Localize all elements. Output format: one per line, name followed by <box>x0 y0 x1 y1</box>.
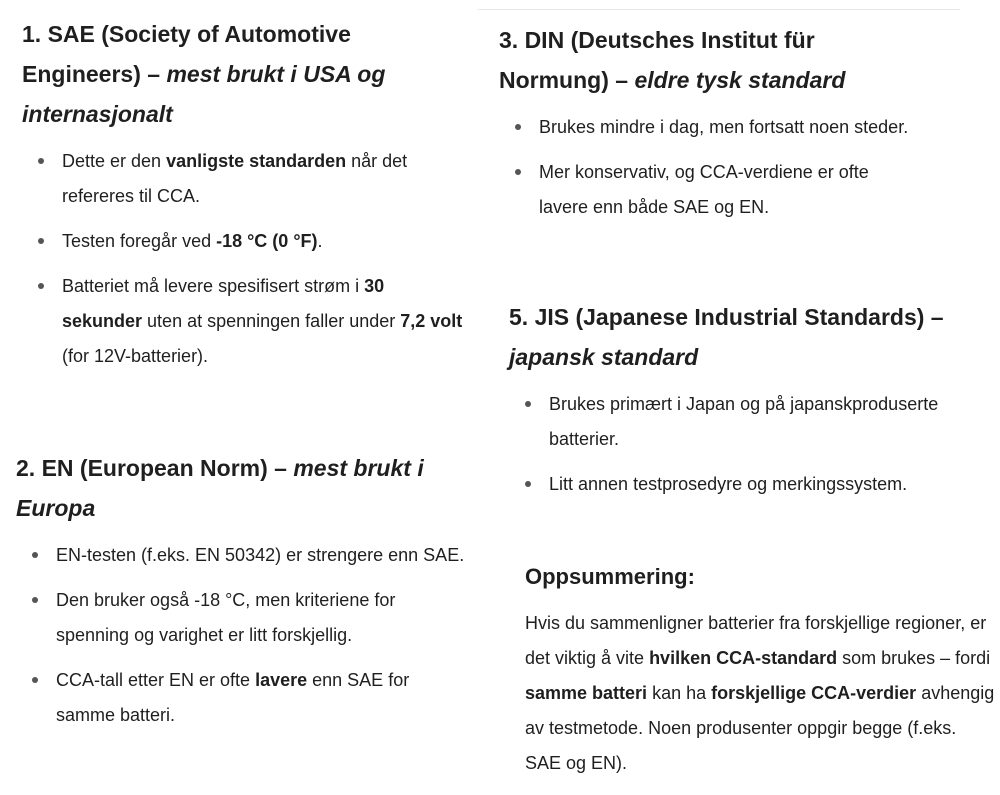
list-item: Litt annen testprosedyre og merkingssystem. <box>549 467 959 502</box>
section-sae <box>22 14 467 384</box>
list-item: Testen foregår ved -18 °C (0 °F). <box>62 224 467 259</box>
top-divider <box>478 9 960 10</box>
section-jis <box>509 297 959 512</box>
list-item: Dette er den vanligste standarden når det refereres til CCA. <box>62 144 467 214</box>
jis-heading: 5. JIS (Japanese Industrial Standards) – japansk standard <box>509 304 944 370</box>
list-item: Mer konservativ, og CCA-verdiene er ofte lavere enn både SAE og EN. <box>539 155 919 225</box>
summary-title: Oppsummering: <box>525 564 695 589</box>
list-item: Brukes primært i Japan og på japanskproduserte batterier. <box>549 387 959 457</box>
en-bullet-list <box>16 538 466 733</box>
summary-text: Hvis du sammenligner batterier fra forskjellige regioner, er det viktig å vite hvilken CCA-standard som brukes – fordi samme batteri kan ha forskjellige CCA-verdier avhengig av testmetode. Noen produsenter oppgir begge (f.eks. SAE og EN). <box>525 613 995 773</box>
sae-bullet-list <box>22 144 467 374</box>
list-item: CCA-tall etter EN er ofte lavere enn SAE for samme batteri. <box>56 663 466 733</box>
en-heading: 2. EN (European Norm) – mest brukt i Europa <box>16 455 424 521</box>
din-heading: 3. DIN (Deutsches Institut für Normung) – eldre tysk standard <box>499 27 846 93</box>
summary-section <box>525 560 995 781</box>
din-heading-subtitle: eldre tysk standard <box>634 67 846 93</box>
section-en <box>16 448 466 743</box>
jis-heading-subtitle: japansk standard <box>509 344 699 370</box>
list-item: EN-testen (f.eks. EN 50342) er strengere enn SAE. <box>56 538 466 573</box>
din-bullet-list <box>499 110 919 225</box>
list-item: Den bruker også -18 °C, men kriteriene for spenning og varighet er litt forskjellig. <box>56 583 466 653</box>
sae-heading-subtitle: mest brukt i USA og internasjonalt <box>22 61 386 127</box>
list-item: Batteriet må levere spesifisert strøm i 30 sekunder uten at spenningen faller under 7,2 volt (for 12V-batterier). <box>62 269 467 374</box>
section-din <box>499 20 919 235</box>
en-heading-subtitle: mest brukt i Europa <box>16 455 424 521</box>
jis-bullet-list <box>509 387 959 502</box>
sae-heading: 1. SAE (Society of Automotive Engineers) – mest brukt i USA og internasjonalt <box>22 21 386 127</box>
list-item: Brukes mindre i dag, men fortsatt noen steder. <box>539 110 919 145</box>
